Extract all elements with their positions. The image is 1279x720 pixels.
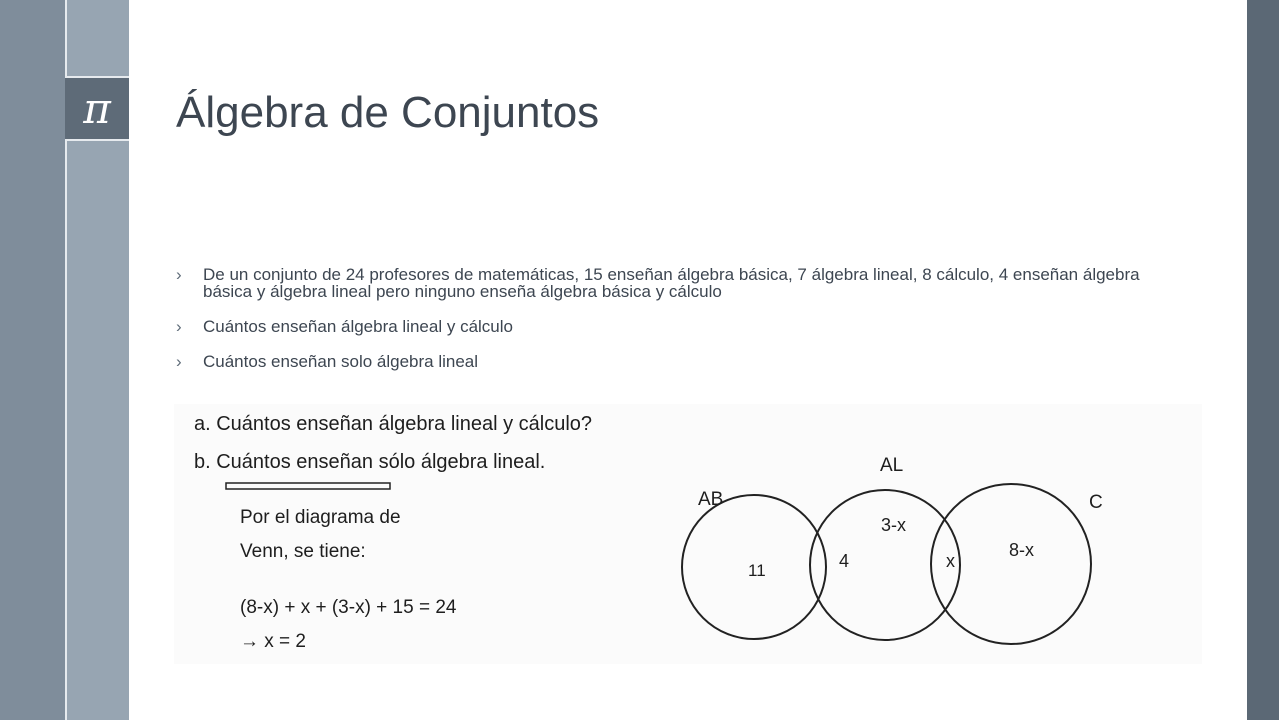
right-decor-band xyxy=(1247,0,1279,720)
venn-label-c: C xyxy=(1089,492,1103,513)
bullet-item xyxy=(176,353,1166,370)
question-a: a. Cuántos enseñan álgebra lineal y cálculo? xyxy=(194,413,593,435)
bullet-item xyxy=(176,318,1166,335)
scanned-solution-image xyxy=(174,404,1202,664)
venn-region-al-only: 3-x xyxy=(881,515,907,535)
bullet-text: Cuántos enseñan álgebra lineal y cálculo xyxy=(203,317,513,336)
venn-circle-al xyxy=(810,490,960,640)
bullet-list xyxy=(176,266,1166,388)
venn-region-al-c: x xyxy=(946,551,955,571)
pi-logo-icon xyxy=(65,76,129,141)
bullet-item xyxy=(176,266,1166,300)
venn-diagram xyxy=(682,455,1103,644)
pi-symbol: π xyxy=(83,84,111,133)
venn-region-ab-al: 4 xyxy=(839,551,850,571)
question-b: b. Cuántos enseñan sólo álgebra lineal. xyxy=(194,451,546,473)
intro-line-2: Venn, se tiene: xyxy=(240,541,366,562)
equation: (8-x) + x + (3-x) + 15 = 24 xyxy=(240,597,457,618)
venn-label-al: AL xyxy=(880,455,904,476)
venn-region-ab-only: 11 xyxy=(748,561,766,580)
venn-circle-c xyxy=(931,484,1091,644)
bullet-marker-icon: › xyxy=(176,265,182,284)
bullet-marker-icon: › xyxy=(176,317,182,336)
intro-line-1: Por el diagrama de xyxy=(240,507,401,528)
left-decor-band xyxy=(0,0,65,720)
venn-label-ab: AB xyxy=(698,489,724,510)
slide-title: Álgebra de Conjuntos xyxy=(176,88,600,137)
result: → x = 2 xyxy=(240,631,306,652)
bullet-text: De un conjunto de 24 profesores de matemáticas, 15 enseñan álgebra básica, 7 álgebra lineal, 8 cálculo, 4 enseñan álgebra básica y álgebra lineal pero ninguno enseña álgebra básica y cálculo xyxy=(203,265,1140,301)
underline-bar xyxy=(226,483,390,489)
scanned-solution-drawing xyxy=(174,404,1202,664)
venn-region-c-only: 8-x xyxy=(1009,540,1035,560)
bullet-marker-icon: › xyxy=(176,352,182,371)
bullet-text: Cuántos enseñan solo álgebra lineal xyxy=(203,352,479,371)
